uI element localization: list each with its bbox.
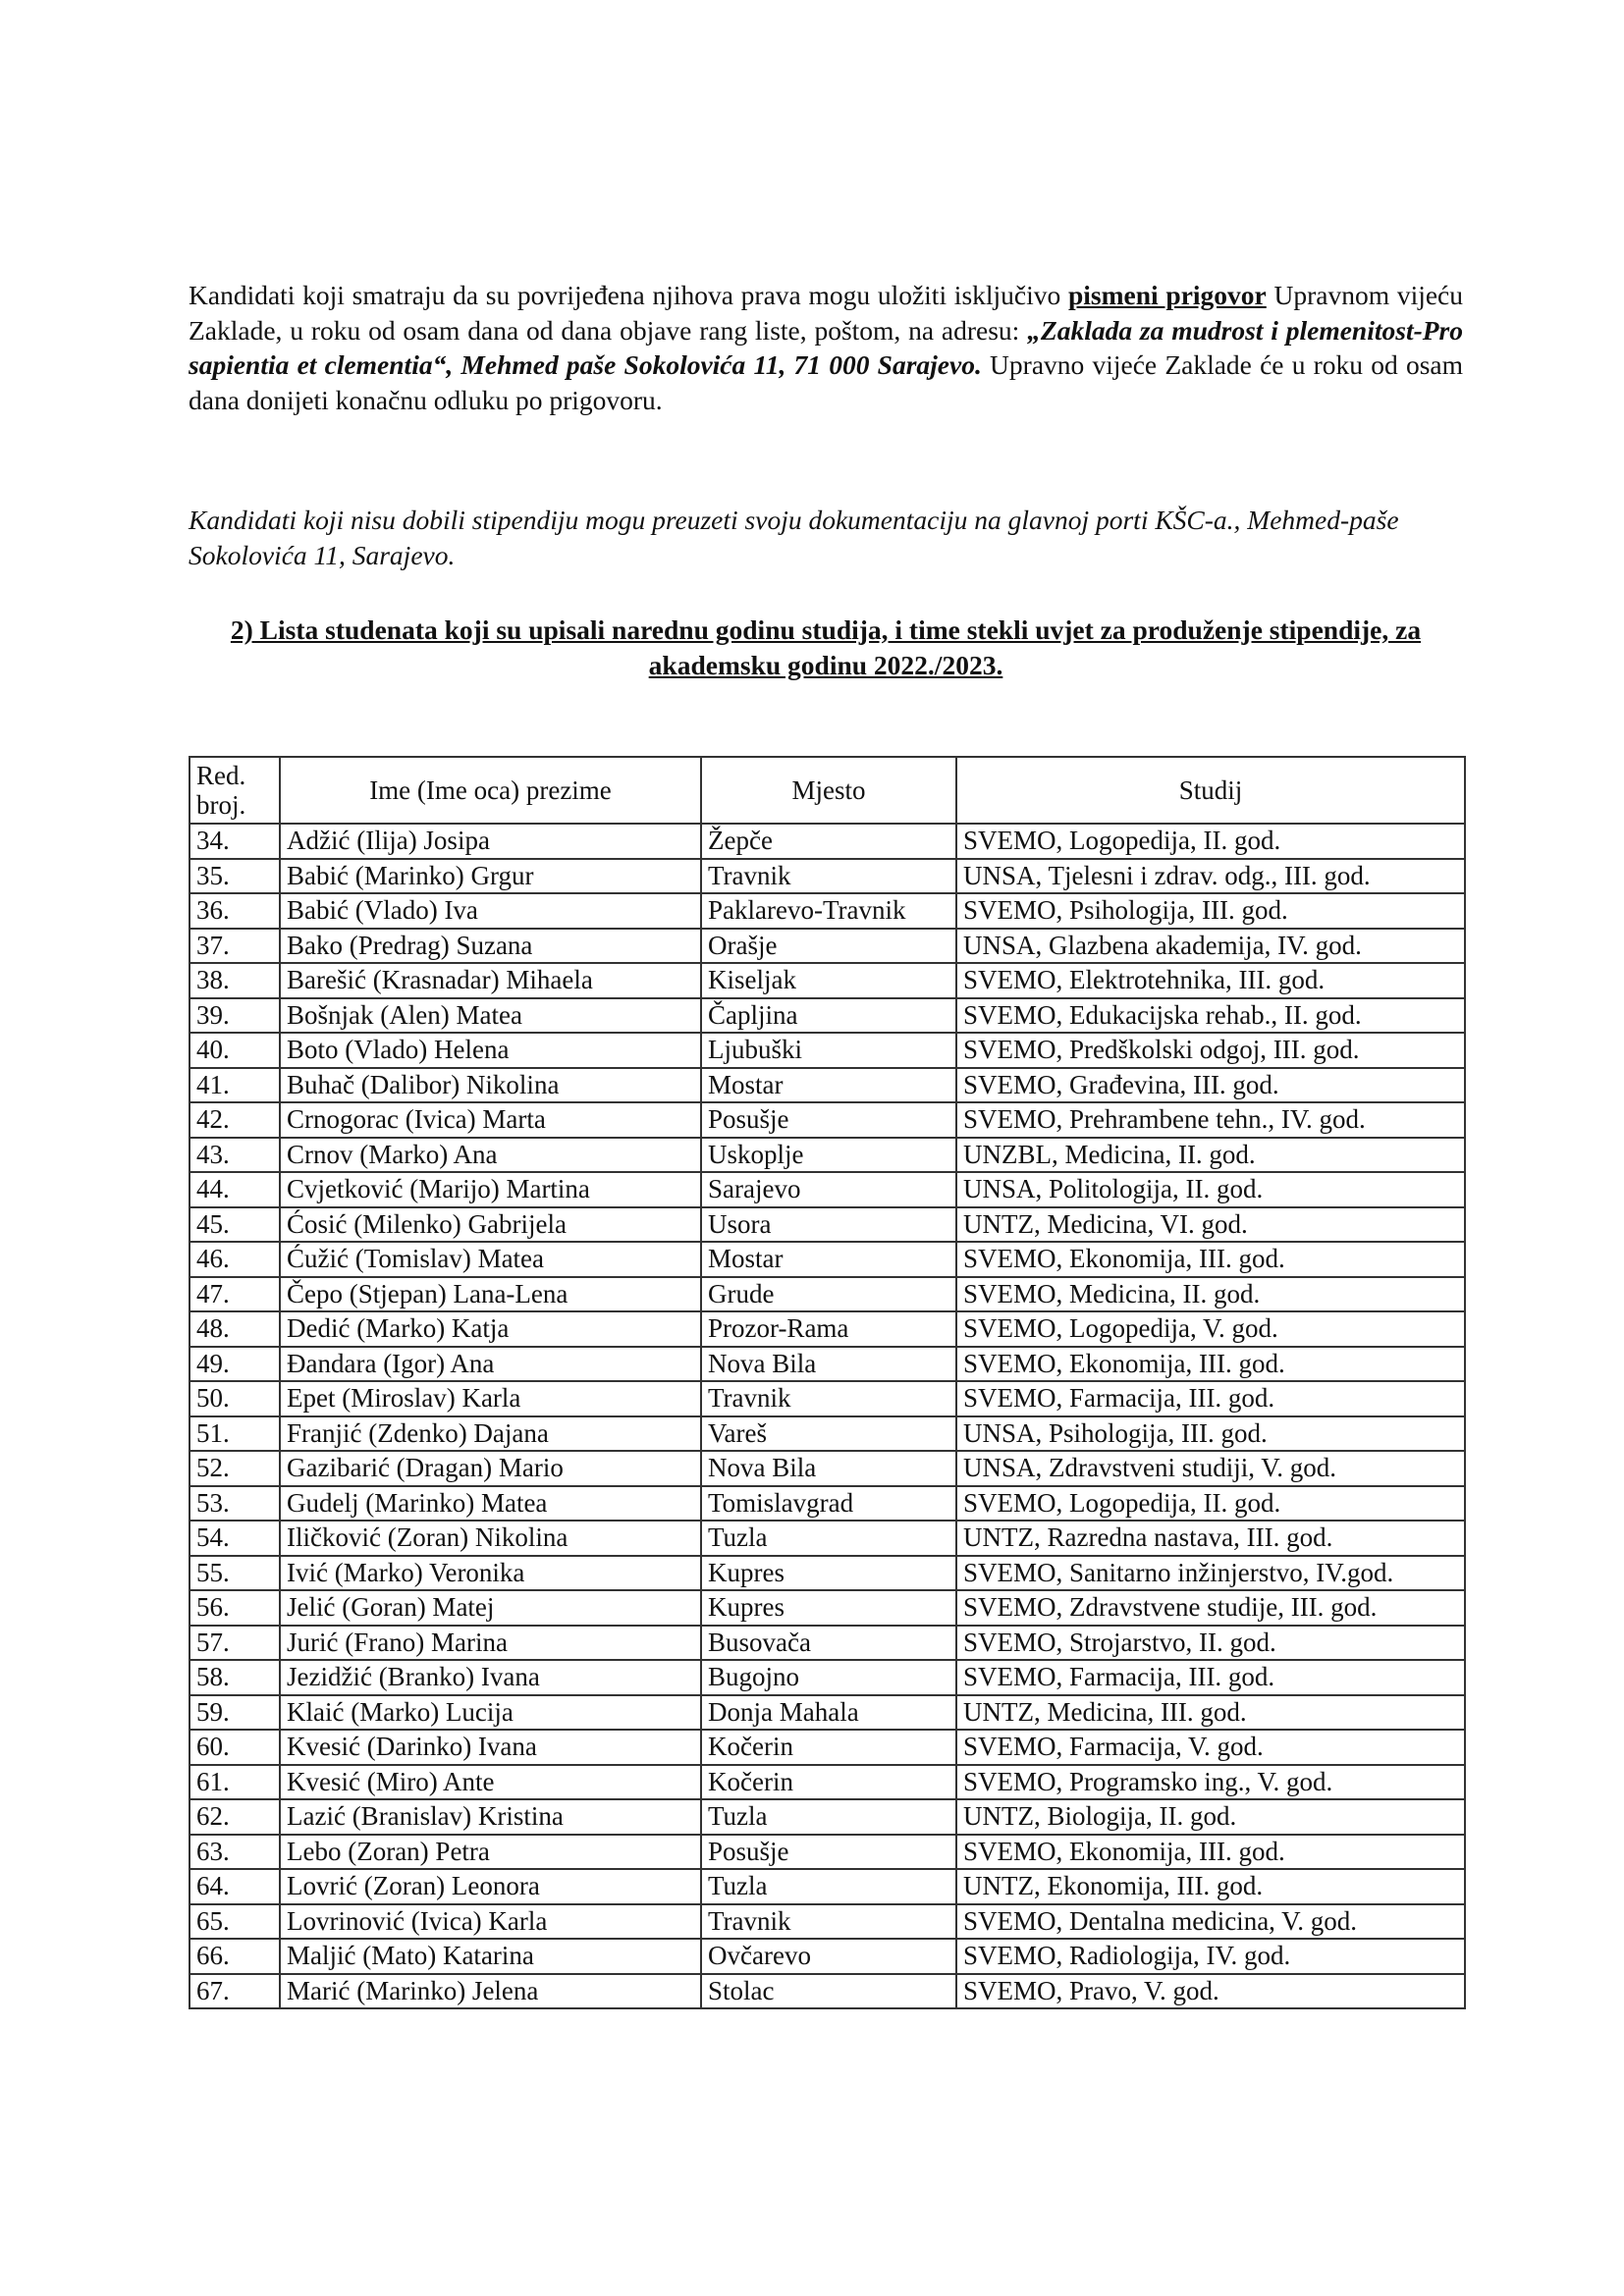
- table-row: [189, 859, 1465, 894]
- section-heading: 2) Lista studenata koji su upisali narednu godinu studija, i time stekli uvjet za produženje stipendije, za akademsku godinu 2022./2023.: [230, 614, 1422, 680]
- cell-ordinal: 40.: [189, 1033, 280, 1068]
- header-ordinal-line1: Red.: [196, 761, 246, 790]
- cell-study: UNTZ, Razredna nastava, III. god.: [956, 1521, 1465, 1556]
- cell-study: SVEMO, Ekonomija, III. god.: [956, 1242, 1465, 1277]
- cell-name: Ivić (Marko) Veronika: [280, 1556, 701, 1591]
- table-row: [189, 893, 1465, 929]
- cell-place: Posušje: [701, 1102, 956, 1138]
- cell-ordinal: 66.: [189, 1939, 280, 1974]
- cell-study: SVEMO, Psihologija, III. god.: [956, 893, 1465, 929]
- cell-name: Gazibarić (Dragan) Mario: [280, 1451, 701, 1486]
- table-row: [189, 824, 1465, 859]
- cell-name: Ćužić (Tomislav) Matea: [280, 1242, 701, 1277]
- cell-place: Donja Mahala: [701, 1695, 956, 1731]
- cell-study: UNSA, Zdravstveni studiji, V. god.: [956, 1451, 1465, 1486]
- cell-place: Tomislavgrad: [701, 1486, 956, 1522]
- table-row: [189, 1799, 1465, 1835]
- cell-study: SVEMO, Farmacija, III. god.: [956, 1381, 1465, 1416]
- cell-place: Ovčarevo: [701, 1939, 956, 1974]
- table-row: [189, 1416, 1465, 1452]
- cell-ordinal: 49.: [189, 1347, 280, 1382]
- written-appeal-emphasis: pismeni prigovor: [1068, 280, 1267, 310]
- cell-ordinal: 48.: [189, 1311, 280, 1347]
- cell-place: Žepče: [701, 824, 956, 859]
- cell-name: Kvesić (Darinko) Ivana: [280, 1730, 701, 1765]
- cell-place: Mostar: [701, 1068, 956, 1103]
- table-row: [189, 1277, 1465, 1312]
- cell-study: SVEMO, Medicina, II. god.: [956, 1277, 1465, 1312]
- cell-ordinal: 57.: [189, 1626, 280, 1661]
- cell-place: Stolac: [701, 1974, 956, 2009]
- cell-place: Travnik: [701, 859, 956, 894]
- cell-name: Barešić (Krasnadar) Mihaela: [280, 963, 701, 998]
- cell-name: Bako (Predrag) Suzana: [280, 929, 701, 964]
- cell-name: Jurić (Frano) Marina: [280, 1626, 701, 1661]
- cell-place: Mostar: [701, 1242, 956, 1277]
- cell-study: SVEMO, Prehrambene tehn., IV. god.: [956, 1102, 1465, 1138]
- cell-study: SVEMO, Zdravstvene studije, III. god.: [956, 1590, 1465, 1626]
- cell-ordinal: 61.: [189, 1765, 280, 1800]
- cell-study: SVEMO, Dentalna medicina, V. god.: [956, 1904, 1465, 1940]
- table-header-row: [189, 757, 1465, 824]
- cell-ordinal: 62.: [189, 1799, 280, 1835]
- cell-place: Orašje: [701, 929, 956, 964]
- cell-place: Kiseljak: [701, 963, 956, 998]
- table-row: [189, 1590, 1465, 1626]
- cell-ordinal: 43.: [189, 1138, 280, 1173]
- cell-name: Buhač (Dalibor) Nikolina: [280, 1068, 701, 1103]
- cell-place: Tuzla: [701, 1521, 956, 1556]
- cell-study: SVEMO, Elektrotehnika, III. god.: [956, 963, 1465, 998]
- cell-name: Jelić (Goran) Matej: [280, 1590, 701, 1626]
- documentation-pickup-paragraph: Kandidati koji nisu dobili stipendiju mogu preuzeti svoju dokumentaciju na glavnoj porti KŠC-a., Mehmed-paše Sokolovića 11, Sarajevo.: [189, 505, 1399, 570]
- cell-study: SVEMO, Farmacija, III. god.: [956, 1660, 1465, 1695]
- cell-study: UNZBL, Medicina, II. god.: [956, 1138, 1465, 1173]
- table-row: [189, 1556, 1465, 1591]
- cell-place: Tuzla: [701, 1799, 956, 1835]
- cell-name: Adžić (Ilija) Josipa: [280, 824, 701, 859]
- table-row: [189, 1974, 1465, 2009]
- table-row: [189, 1660, 1465, 1695]
- cell-ordinal: 63.: [189, 1835, 280, 1870]
- cell-ordinal: 52.: [189, 1451, 280, 1486]
- cell-place: Kočerin: [701, 1765, 956, 1800]
- cell-name: Đandara (Igor) Ana: [280, 1347, 701, 1382]
- cell-study: SVEMO, Građevina, III. god.: [956, 1068, 1465, 1103]
- cell-place: Posušje: [701, 1835, 956, 1870]
- cell-place: Sarajevo: [701, 1172, 956, 1207]
- cell-place: Ljubuški: [701, 1033, 956, 1068]
- appeal-text-part1: Kandidati koji smatraju da su povrijeđena njihova prava mogu uložiti isključivo: [189, 280, 1068, 310]
- cell-name: Iličković (Zoran) Nikolina: [280, 1521, 701, 1556]
- cell-name: Babić (Vlado) Iva: [280, 893, 701, 929]
- cell-study: SVEMO, Edukacijska rehab., II. god.: [956, 998, 1465, 1034]
- table-row: [189, 1347, 1465, 1382]
- cell-ordinal: 35.: [189, 859, 280, 894]
- table-row: [189, 1311, 1465, 1347]
- cell-ordinal: 56.: [189, 1590, 280, 1626]
- header-ordinal: [189, 757, 280, 824]
- cell-study: SVEMO, Radiologija, IV. god.: [956, 1939, 1465, 1974]
- cell-place: Kupres: [701, 1590, 956, 1626]
- appeal-instructions-paragraph: [189, 278, 1463, 417]
- cell-name: Jezidžić (Branko) Ivana: [280, 1660, 701, 1695]
- cell-place: Uskoplje: [701, 1138, 956, 1173]
- cell-name: Ćosić (Milenko) Gabrijela: [280, 1207, 701, 1243]
- cell-ordinal: 51.: [189, 1416, 280, 1452]
- cell-study: UNTZ, Medicina, VI. god.: [956, 1207, 1465, 1243]
- cell-ordinal: 60.: [189, 1730, 280, 1765]
- cell-name: Epet (Miroslav) Karla: [280, 1381, 701, 1416]
- cell-name: Lazić (Branislav) Kristina: [280, 1799, 701, 1835]
- cell-ordinal: 34.: [189, 824, 280, 859]
- cell-ordinal: 53.: [189, 1486, 280, 1522]
- cell-study: SVEMO, Predškolski odgoj, III. god.: [956, 1033, 1465, 1068]
- table-row: [189, 1033, 1465, 1068]
- cell-place: Grude: [701, 1277, 956, 1312]
- header-study: Studij: [956, 757, 1465, 824]
- header-name: Ime (Ime oca) prezime: [280, 757, 701, 824]
- table-row: [189, 963, 1465, 998]
- table-row: [189, 1730, 1465, 1765]
- cell-name: Klaić (Marko) Lucija: [280, 1695, 701, 1731]
- cell-study: SVEMO, Strojarstvo, II. god.: [956, 1626, 1465, 1661]
- cell-place: Travnik: [701, 1381, 956, 1416]
- table-row: [189, 1765, 1465, 1800]
- cell-name: Gudelj (Marinko) Matea: [280, 1486, 701, 1522]
- table-row: [189, 1904, 1465, 1940]
- cell-study: UNSA, Glazbena akademija, IV. god.: [956, 929, 1465, 964]
- cell-place: Travnik: [701, 1904, 956, 1940]
- cell-ordinal: 42.: [189, 1102, 280, 1138]
- cell-ordinal: 65.: [189, 1904, 280, 1940]
- cell-place: Paklarevo-Travnik: [701, 893, 956, 929]
- table-row: [189, 1207, 1465, 1243]
- table-row: [189, 1835, 1465, 1870]
- cell-ordinal: 47.: [189, 1277, 280, 1312]
- cell-name: Lebo (Zoran) Petra: [280, 1835, 701, 1870]
- cell-place: Čapljina: [701, 998, 956, 1034]
- cell-study: UNTZ, Ekonomija, III. god.: [956, 1869, 1465, 1904]
- cell-study: UNTZ, Biologija, II. god.: [956, 1799, 1465, 1835]
- student-list-table: [189, 756, 1466, 2009]
- table-row: [189, 1172, 1465, 1207]
- cell-place: Nova Bila: [701, 1347, 956, 1382]
- table-row: [189, 1626, 1465, 1661]
- cell-place: Kupres: [701, 1556, 956, 1591]
- cell-ordinal: 45.: [189, 1207, 280, 1243]
- cell-study: UNSA, Psihologija, III. god.: [956, 1416, 1465, 1452]
- table-row: [189, 1381, 1465, 1416]
- cell-ordinal: 64.: [189, 1869, 280, 1904]
- cell-study: SVEMO, Logopedija, II. god.: [956, 824, 1465, 859]
- cell-study: SVEMO, Ekonomija, III. god.: [956, 1347, 1465, 1382]
- table-row: [189, 1138, 1465, 1173]
- table-row: [189, 1939, 1465, 1974]
- cell-ordinal: 39.: [189, 998, 280, 1034]
- cell-study: UNSA, Tjelesni i zdrav. odg., III. god.: [956, 859, 1465, 894]
- cell-name: Lovrić (Zoran) Leonora: [280, 1869, 701, 1904]
- appeal-text-part2: Upravnom vijeću Zaklade, u roku od osam dana od dana objave rang liste, poštom, na adresu:: [189, 280, 1464, 346]
- cell-ordinal: 37.: [189, 929, 280, 964]
- cell-name: Dedić (Marko) Katja: [280, 1311, 701, 1347]
- cell-place: Bugojno: [701, 1660, 956, 1695]
- table-row: [189, 1068, 1465, 1103]
- cell-name: Čepo (Stjepan) Lana-Lena: [280, 1277, 701, 1312]
- cell-ordinal: 36.: [189, 893, 280, 929]
- cell-ordinal: 55.: [189, 1556, 280, 1591]
- cell-ordinal: 54.: [189, 1521, 280, 1556]
- table-row: [189, 929, 1465, 964]
- cell-study: SVEMO, Pravo, V. god.: [956, 1974, 1465, 2009]
- header-place: Mjesto: [701, 757, 956, 824]
- foundation-address: „Zaklada za mudrost i plemenitost-Pro sapientia et clementia“, Mehmed paše Sokolovića 11, 71 000 Sarajevo.: [189, 314, 1463, 380]
- cell-place: Tuzla: [701, 1869, 956, 1904]
- table-row: [189, 998, 1465, 1034]
- cell-ordinal: 41.: [189, 1068, 280, 1103]
- cell-ordinal: 44.: [189, 1172, 280, 1207]
- cell-ordinal: 59.: [189, 1695, 280, 1731]
- cell-name: Kvesić (Miro) Ante: [280, 1765, 701, 1800]
- cell-study: UNTZ, Medicina, III. god.: [956, 1695, 1465, 1731]
- cell-name: Bošnjak (Alen) Matea: [280, 998, 701, 1034]
- cell-ordinal: 46.: [189, 1242, 280, 1277]
- cell-study: SVEMO, Logopedija, V. god.: [956, 1311, 1465, 1347]
- table-body: [189, 824, 1465, 2008]
- cell-name: Marić (Marinko) Jelena: [280, 1974, 701, 2009]
- cell-place: Busovača: [701, 1626, 956, 1661]
- cell-study: SVEMO, Ekonomija, III. god.: [956, 1835, 1465, 1870]
- header-ordinal-line2: broj.: [196, 790, 246, 820]
- cell-place: Vareš: [701, 1416, 956, 1452]
- cell-ordinal: 58.: [189, 1660, 280, 1695]
- cell-ordinal: 50.: [189, 1381, 280, 1416]
- cell-study: SVEMO, Farmacija, V. god.: [956, 1730, 1465, 1765]
- table-row: [189, 1521, 1465, 1556]
- cell-place: Prozor-Rama: [701, 1311, 956, 1347]
- table-row: [189, 1486, 1465, 1522]
- cell-name: Boto (Vlado) Helena: [280, 1033, 701, 1068]
- cell-place: Nova Bila: [701, 1451, 956, 1486]
- cell-name: Franjić (Zdenko) Dajana: [280, 1416, 701, 1452]
- cell-place: Usora: [701, 1207, 956, 1243]
- cell-name: Crnogorac (Ivica) Marta: [280, 1102, 701, 1138]
- cell-study: SVEMO, Sanitarno inžinjerstvo, IV.god.: [956, 1556, 1465, 1591]
- table-row: [189, 1869, 1465, 1904]
- cell-name: Lovrinović (Ivica) Karla: [280, 1904, 701, 1940]
- cell-study: SVEMO, Logopedija, II. god.: [956, 1486, 1465, 1522]
- cell-name: Cvjetković (Marijo) Martina: [280, 1172, 701, 1207]
- cell-place: Kočerin: [701, 1730, 956, 1765]
- cell-ordinal: 38.: [189, 963, 280, 998]
- cell-study: SVEMO, Programsko ing., V. god.: [956, 1765, 1465, 1800]
- appeal-text-part3: Upravno vijeće Zaklade će u roku od osam dana donijeti konačnu odluku po prigovoru.: [189, 349, 1464, 415]
- cell-name: Maljić (Mato) Katarina: [280, 1939, 701, 1974]
- cell-name: Crnov (Marko) Ana: [280, 1138, 701, 1173]
- cell-study: UNSA, Politologija, II. god.: [956, 1172, 1465, 1207]
- cell-ordinal: 67.: [189, 1974, 280, 2009]
- table-row: [189, 1242, 1465, 1277]
- table-row: [189, 1102, 1465, 1138]
- table-row: [189, 1695, 1465, 1731]
- cell-name: Babić (Marinko) Grgur: [280, 859, 701, 894]
- table-row: [189, 1451, 1465, 1486]
